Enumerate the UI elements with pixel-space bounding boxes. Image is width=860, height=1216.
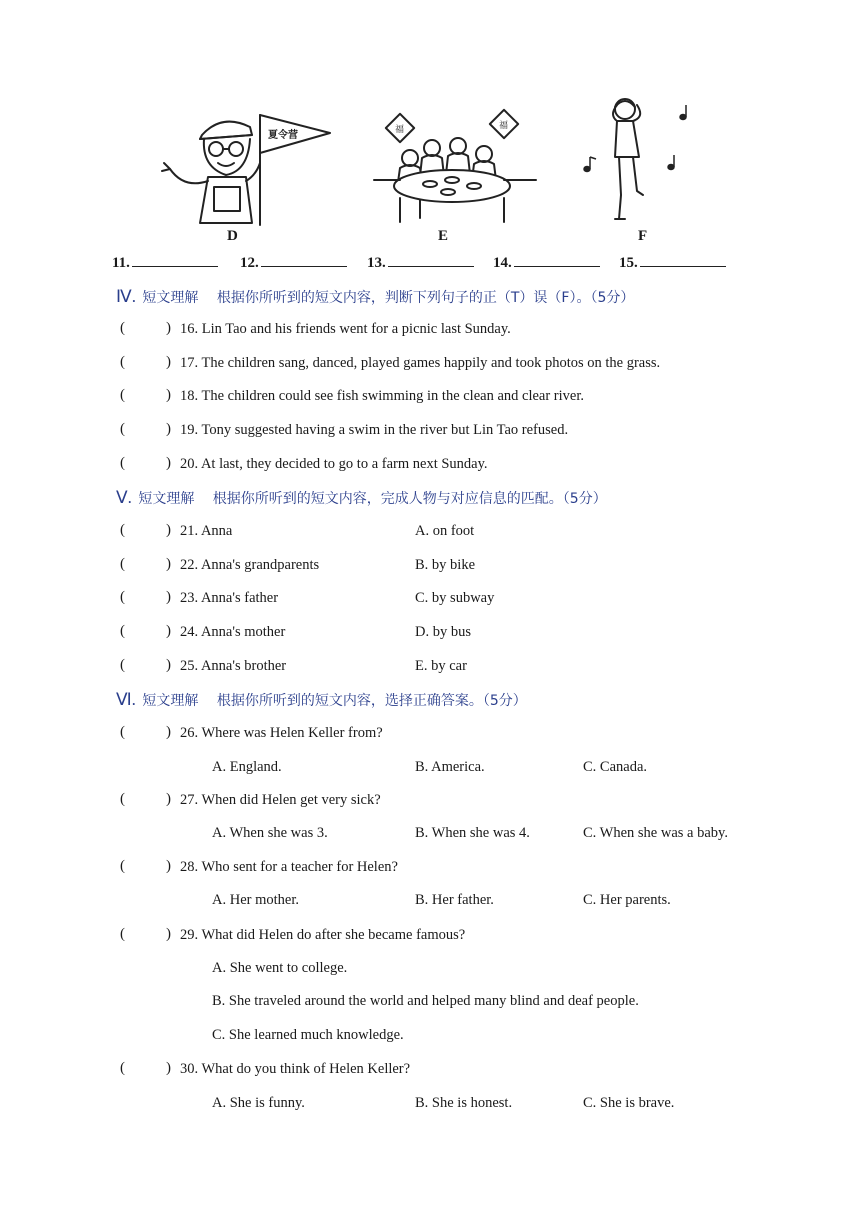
option-30-a: A. She is funny. (212, 1095, 305, 1111)
section-4-heading: Ⅳ. 短文理解 根据你所听到的短文内容，判断下列句子的正（T）误（F）。（5分） (116, 287, 635, 306)
picture-label-e: E (438, 228, 449, 244)
picture-e-family-dinner (370, 100, 540, 225)
option-30-b: B. She is honest. (415, 1095, 513, 1111)
option-29-b: B. She traveled around the world and helped many blind and deaf people. (212, 993, 639, 1009)
option-27-c: C. When she was a baby. (583, 825, 728, 841)
pictures-row (0, 0, 860, 250)
option-29-a: A. She went to college. (212, 960, 348, 976)
picture-d-boy-with-flag (160, 105, 360, 230)
option-27-a: A. When she was 3. (212, 825, 328, 841)
option-29-c: C. She learned much knowledge. (212, 1027, 404, 1043)
option-26-b: B. America. (415, 759, 485, 775)
option-27-b: B. When she was 4. (415, 825, 530, 841)
sign-text-right: 福 (499, 121, 509, 131)
option-28-a: A. Her mother. (212, 892, 299, 908)
option-28-b: B. Her father. (415, 892, 494, 908)
section-6-heading: Ⅵ. 短文理解 根据你所听到的短文内容，选择正确答案。（5分） (116, 690, 527, 709)
blank-15[interactable]: 15. (619, 252, 726, 272)
picture-label-f: F (638, 228, 648, 244)
picture-f-girl-singing (575, 95, 695, 225)
picture-label-d: D (227, 228, 238, 244)
option-26-a: A. England. (212, 759, 282, 775)
option-30-c: C. She is brave. (583, 1095, 675, 1111)
section-5-heading: Ⅴ. 短文理解 根据你所听到的短文内容，完成人物与对应信息的匹配。（5分） (116, 488, 607, 507)
option-26-c: C. Canada. (583, 759, 648, 775)
blank-13[interactable]: 13. (367, 252, 474, 272)
blank-12[interactable]: 12. (240, 252, 347, 272)
option-28-c: C. Her parents. (583, 892, 671, 908)
sign-text-left: 福 (395, 125, 405, 135)
blank-14[interactable]: 14. (493, 252, 600, 272)
flag-text: 夏令营 (268, 130, 298, 141)
blank-11[interactable]: 11. (112, 252, 218, 272)
